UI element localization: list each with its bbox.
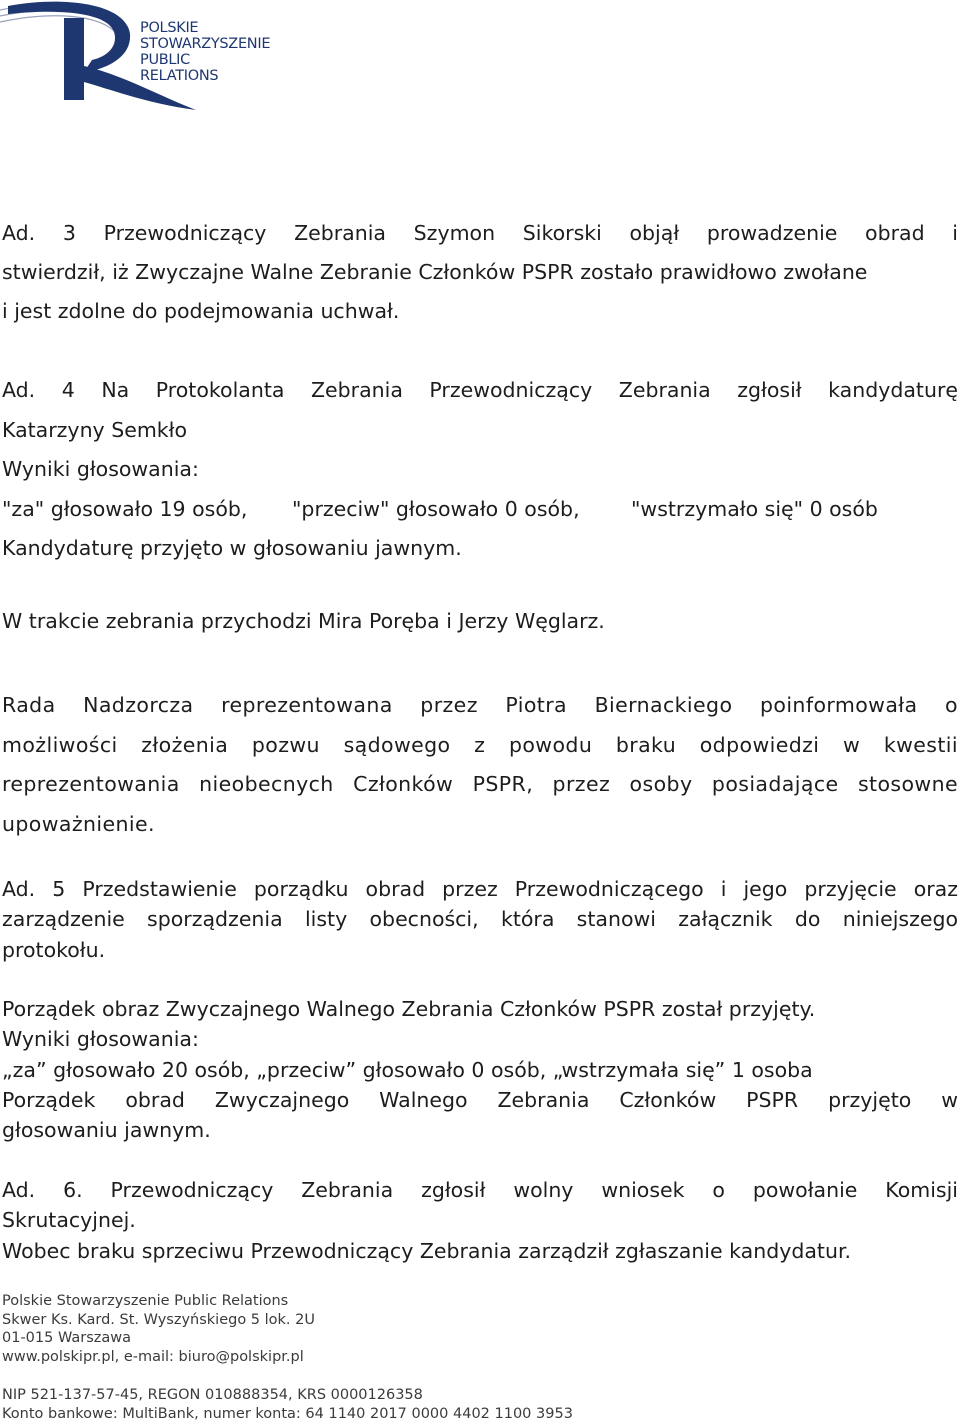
ad4-line-5: Kandydaturę przyjęto w głosowaniu jawnym.: [2, 536, 462, 560]
rada-line-2: możliwości złożenia pozwu sądowego z powodu braku odpowiedzi w kwestii: [2, 732, 958, 757]
pspr-logo: [0, 0, 300, 115]
footer-line-3: 01-015 Warszawa: [2, 1330, 132, 1347]
footer-line-1: Polskie Stowarzyszenie Public Relations: [2, 1293, 289, 1309]
rada-paragraph: [2, 686, 958, 844]
ad3-line-1: Ad. 3 Przewodniczący Zebrania Szymon Sikorski objął prowadzenie obrad i: [2, 221, 958, 245]
footer-line-2: Skwer Ks. Kard. St. Wyszyńskiego 5 lok. 2U: [2, 1311, 315, 1328]
ad4-vote-results: [2, 490, 958, 530]
footer-address: [2, 1292, 315, 1366]
footer-registry-line-1: NIP 521-137-57-45, REGON 010888354, KRS 0000126358: [2, 1387, 423, 1403]
ad4-line-3: Wyniki głosowania:: [2, 457, 199, 481]
logo-line-2: STOWARZYSZENIE: [140, 36, 271, 52]
ad6-paragraph: [2, 1175, 958, 1266]
ad5-line-1: Ad. 5 Przedstawienie porządku obrad przez Przewodniczącego i jego przyjęcie oraz: [2, 877, 958, 901]
porzadek-line-4: Porządek obrad Zwyczajnego Walnego Zebrania Członków PSPR przyjęto w: [2, 1087, 958, 1112]
footer-line-4: www.polskipr.pl, e-mail: biuro@polskipr.pl: [2, 1348, 304, 1365]
porzadek-paragraph: [2, 994, 958, 1145]
ad5-paragraph: [2, 874, 958, 965]
ad4-line-2: Katarzyny Semkło: [2, 417, 188, 442]
ad6-line-1: Ad. 6. Przewodniczący Zebrania zgłosił wolny wniosek o powołanie Komisji: [2, 1178, 958, 1202]
ad3-line-3: i jest zdolne do podejmowania uchwał.: [2, 299, 400, 323]
ad4-vote-against: "przeciw" głosowało 0 osób,: [292, 496, 580, 521]
logo-line-3: PUBLIC: [140, 52, 190, 68]
footer-registry: [2, 1386, 573, 1423]
ad4-vote-abstain: "wstrzymało się" 0 osób: [631, 496, 878, 521]
arrival-paragraph: [2, 608, 958, 634]
ad5-line-3: protokołu.: [2, 937, 106, 962]
rada-line-3: reprezentowania nieobecnych Członków PSPR, przez osoby posiadające stosowne: [2, 772, 958, 796]
porzadek-line-3: „za” głosowało 20 osób, „przeciw” głosowało 0 osób, „wstrzymała się” 1 osoba: [2, 1057, 813, 1082]
porzadek-line-5: głosowaniu jawnym.: [2, 1118, 211, 1143]
ad3-line-2: stwierdził, iż Zwyczajne Walne Zebranie Członków PSPR zostało prawidłowo zwołane: [2, 260, 868, 284]
porzadek-line-2: Wyniki głosowania:: [2, 1027, 199, 1052]
rada-line-4: upoważnienie.: [2, 811, 155, 836]
footer-registry-line-2: Konto bankowe: MultiBank, numer konta: 64 1140 2017 0000 4402 1100 3953: [2, 1405, 573, 1422]
ad3-paragraph: [2, 214, 958, 331]
ad4-vote-for: "za" głosowało 19 osób,: [2, 496, 248, 521]
ad6-line-3: Wobec braku sprzeciwu Przewodniczący Zebrania zarządził zgłaszanie kandydatur.: [2, 1238, 852, 1263]
arrival-line: W trakcie zebrania przychodzi Mira Poręba i Jerzy Węglarz.: [2, 609, 605, 633]
logo-line-4: RELATIONS: [140, 68, 219, 84]
ad5-line-2: zarządzenie sporządzenia listy obecności, która stanowi załącznik do niniejszego: [2, 907, 958, 932]
rada-line-1: Rada Nadzorcza reprezentowana przez Piotra Biernackiego poinformowała o: [2, 693, 958, 717]
porzadek-line-1: Porządek obraz Zwyczajnego Walnego Zebrania Członków PSPR został przyjęty.: [2, 997, 816, 1021]
ad6-line-2: Skrutacyjnej.: [2, 1208, 136, 1233]
logo-line-1: POLSKIE: [140, 20, 199, 36]
ad4-line-1: Ad. 4 Na Protokolanta Zebrania Przewodniczący Zebrania zgłosił kandydaturę: [2, 378, 958, 402]
ad4-paragraph: [2, 371, 958, 569]
